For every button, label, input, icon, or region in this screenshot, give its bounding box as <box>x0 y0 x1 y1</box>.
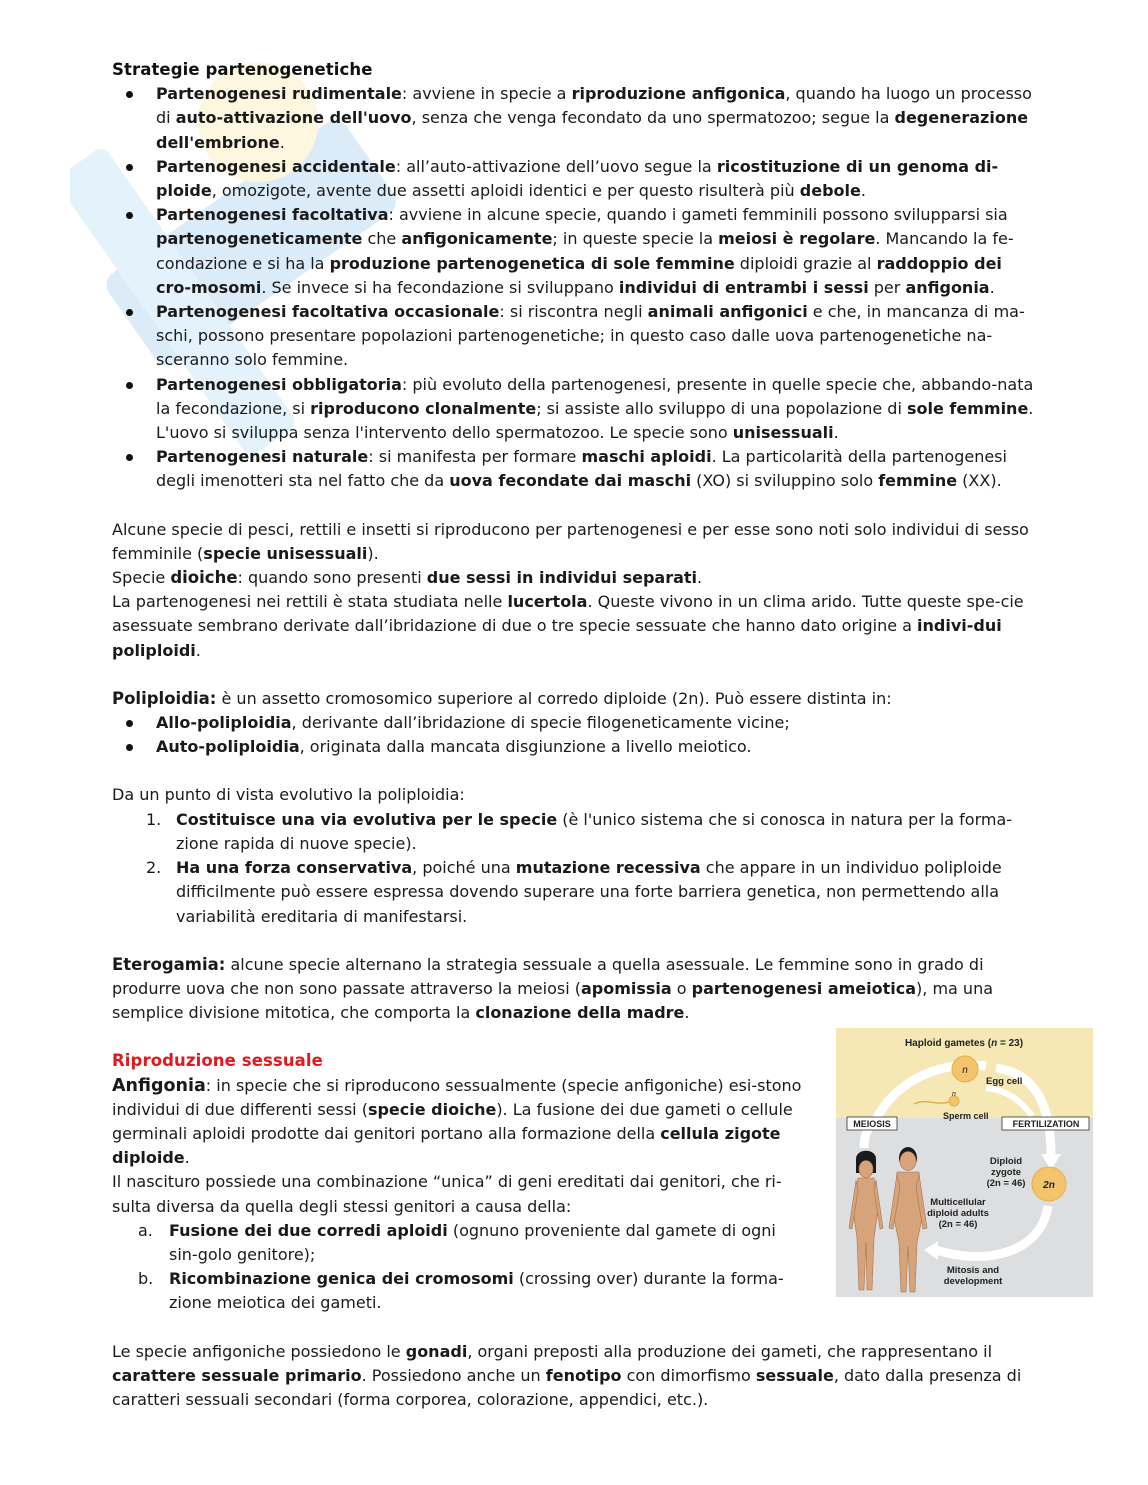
list-item: 2. Ha una forza conservativa, poiché una mutazione recessiva che appare in un individuo poliploide difficilmente può essere espressa dovendo superare una forte barriera genetica, non permettendo alla variabilità ereditaria di manifestarsi. <box>146 858 1002 926</box>
sperm-label: Sperm cell <box>943 1111 989 1121</box>
paragraph: Specie dioiche: quando sono presenti due sessi in individui separati. <box>112 568 703 588</box>
meiosis-label: MEIOSIS <box>853 1119 891 1129</box>
paragraph: Le specie anfigoniche possiedono le gonadi, organi preposti alla produzione dei gameti, che rappresentano il carattere sessuale primario. Possiedono anche un fenotipo con dimorfismo sessuale, dato dalla presenza di caratteri sessuali secondari (forma corporea, colorazione, appendici, etc.). <box>112 1341 1022 1409</box>
riproduzione-section <box>112 1049 805 1315</box>
section-title: Riproduzione sessuale <box>112 1051 323 1071</box>
zygote-label: Diploid <box>989 1156 1023 1167</box>
paragraph: La partenogenesi nei rettili è stata studiata nelle lucertola. Queste vivono in un clima arido. Tutte queste spe-cie asessuate sembrano derivate dall’ibridazione di due o tre specie sessuate che hanno dato origine a indivi-dui poliploidi. <box>112 592 1024 660</box>
poliploidia-list <box>112 711 1037 759</box>
list-item: Partenogenesi facoltativa: avviene in alcune specie, quando i gameti femminili possono svilupparsi sia partenogeneticamente che anfigonicamente; in queste specie la meiosi è regolare. Mancando la fe-condazione e si ha la produzione partenogenetica di sole femmine diploidi grazie al raddoppio dei cro-mosomi. Se invece si ha fecondazione si sviluppano individui di entrambi i sessi per anfigonia. <box>112 203 1037 300</box>
egg-label: Egg cell <box>986 1076 1023 1087</box>
sperm-ploidy-label: n <box>952 1091 956 1098</box>
paragraph: Da un punto di vista evolutivo la poliploidia: <box>112 785 465 805</box>
egg-ploidy-label: n <box>962 1065 968 1076</box>
list-item: Partenogenesi facoltativa occasionale: si riscontra negli animali anfigonici e che, in mancanza di ma-schi, possono presentare popolazioni partenogenetiche; in questo caso dalle uova partenogenetiche na-sceranno solo femmine. <box>112 300 1037 373</box>
list-item: Partenogenesi obbligatoria: più evoluto della partenogenesi, presente in quelle specie che, abbando-nata la fecondazione, si riproducono clonalmente; si assiste allo sviluppo di una popolazione di sole femmine. L'uovo si sviluppa senza l'intervento dello spermatozoo. Le specie sono unisessuali. <box>112 373 1037 446</box>
cause-list <box>112 1219 805 1316</box>
poliploidia-definition: Poliploidia: è un assetto cromosomico superiore al corredo diploide (2n). Può essere distinta in: <box>112 688 892 708</box>
list-item: 1. Costituisce una via evolutiva per le specie (è l'unico sistema che si conosca in natura per la forma-zione rapida di nuove specie). <box>146 809 1013 853</box>
list-item: Partenogenesi rudimentale: avviene in specie a riproduzione anfigonica, quando ha luogo un processo di auto-attivazione dell'uovo, senza che venga fecondato da uno spermatozoo; segue la degenerazione dell'embrione. <box>112 82 1037 155</box>
evolutivo-list <box>112 808 1037 929</box>
section-title: Strategie partenogenetiche <box>112 60 373 79</box>
fertilization-label: FERTILIZATION <box>1012 1119 1080 1129</box>
life-cycle-figure <box>836 1028 1093 1297</box>
list-item: Allo-poliploidia, derivante dall’ibridazione di specie filogeneticamente vicine; <box>112 711 1037 735</box>
zygote-label: (2n = 46) <box>986 1178 1026 1189</box>
zygote-label: zygote <box>990 1167 1022 1178</box>
adults-label: Multicellular <box>930 1197 986 1208</box>
mitosis-label: development <box>943 1276 1003 1287</box>
paragraph: Il nascituro possiede una combinazione “unica” di geni ereditati dai genitori, che ri-sulta diversa da quella degli stessi genitori a causa della: <box>112 1172 782 1216</box>
zygote-ploidy-label: 2n <box>1043 1180 1055 1191</box>
paragraph: Alcune specie di pesci, rettili e insetti si riproducono per partenogenesi e per esse sono noti solo individui di sesso femminile (specie unisessuali). <box>112 519 1029 563</box>
list-item: b. Ricombinazione genica dei cromosomi (crossing over) durante la forma-zione meiotica dei gameti. <box>138 1269 784 1313</box>
mitosis-label: Mitosis and <box>946 1265 1000 1276</box>
adults-label: (2n = 46) <box>938 1219 978 1230</box>
list-item: Partenogenesi naturale: si manifesta per formare maschi aploidi. La particolarità della partenogenesi degli imenotteri sta nel fatto che da uova fecondate dai maschi (XO) si sviluppino solo femmine (XX). <box>112 445 1037 493</box>
paragraph: Anfigonia: in specie che si riproducono sessualmente (specie anfigoniche) esi-stono individui di due differenti sessi (specie dioiche). La fusione dei due gameti o cellule germinali aploidi prodotte dai genitori portano alla formazione della cellula zigote diploide. <box>112 1075 802 1168</box>
strategy-list <box>112 82 1037 493</box>
list-item: a. Fusione dei due corredi aploidi (ognuno proveniente dal gamete di ogni sin-golo genitore); <box>138 1220 776 1264</box>
list-item: Partenogenesi accidentale: all’auto-attivazione dell’uovo segue la ricostituzione di un genoma di-ploide, omozigote, avente due assetti aploidi identici e per questo risulterà più debole. <box>112 155 1037 203</box>
eterogamia-paragraph: Eterogamia: alcune specie alternano la strategia sessuale a quella asessuale. Le femmine sono in grado di produrre uova che non sono passate attraverso la meiosi (apomissia o partenogenesi ameiotica), ma una semplice divisione mitotica, che comporta la clonazione della madre. <box>112 954 994 1023</box>
adults-label: diploid adults <box>927 1208 989 1219</box>
list-item: Auto-poliploidia, originata dalla mancata disgiunzione a livello meiotico. <box>112 735 1037 759</box>
figure-title: Haploid gametes (n = 23) <box>904 1038 1024 1049</box>
